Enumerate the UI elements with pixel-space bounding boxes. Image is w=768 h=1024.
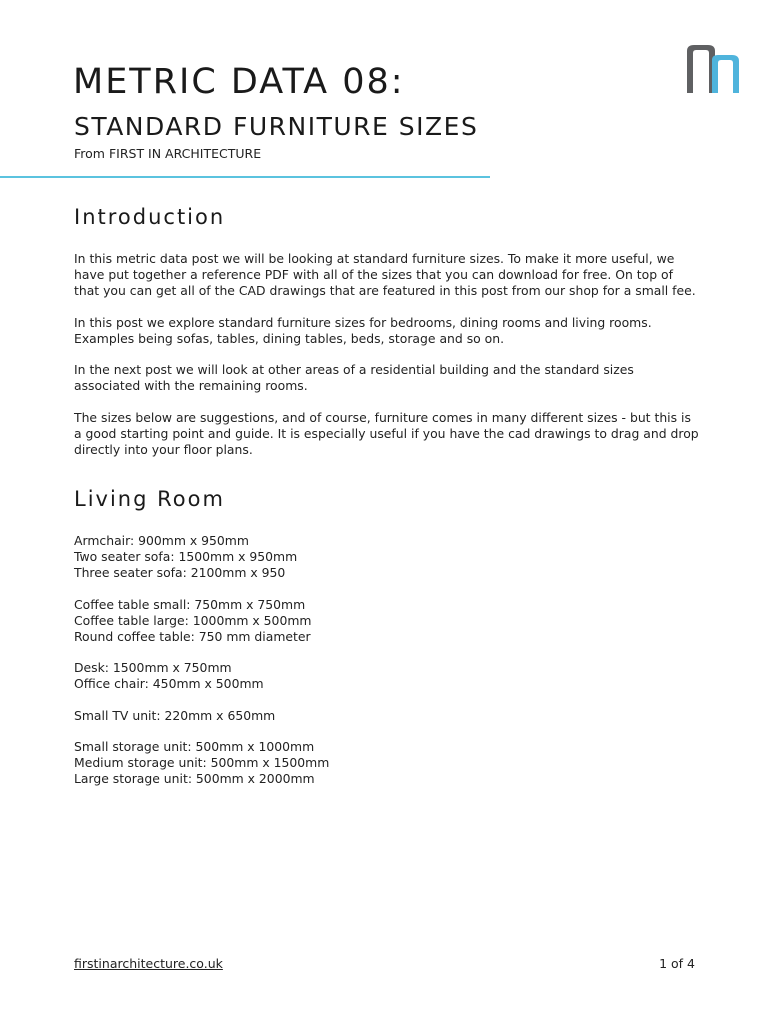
list-item: Small TV unit: 220mm x 650mm	[74, 707, 276, 723]
introduction-heading: Introduction	[74, 205, 226, 229]
seating-group	[74, 533, 574, 581]
first-in-architecture-logo-icon	[686, 44, 740, 94]
document-title: METRIC DATA 08:	[73, 62, 405, 102]
coffee-table-group	[74, 597, 574, 645]
list-item: Medium storage unit: 500mm x 1500mm	[74, 755, 330, 770]
list-item: Armchair: 900mm x 950mm	[74, 533, 249, 548]
intro-paragraph: The sizes below are suggestions, and of course, furniture comes in many different sizes - but this is a good starting point and guide. It is especially useful if you have the cad drawings to drag and drop directly into your floor plans.	[74, 409, 699, 457]
living-room-heading: Living Room	[74, 487, 225, 511]
list-item: Two seater sofa: 1500mm x 950mm	[74, 549, 298, 564]
source-line: From FIRST IN ARCHITECTURE	[74, 146, 262, 161]
list-item: Small storage unit: 500mm x 1000mm	[74, 739, 315, 754]
logo-blue-arch	[712, 55, 739, 93]
list-item: Round coffee table: 750 mm diameter	[74, 628, 311, 644]
tv-unit-group	[74, 708, 574, 724]
intro-paragraph: In this metric data post we will be looking at standard furniture sizes. To make it more useful, we have put together a reference PDF with all of the sizes that you can download for free. On top of that you can get all of the CAD drawings that are featured in this post from our shop for a small fee.	[74, 251, 696, 298]
list-item: Coffee table large: 1000mm x 500mm	[74, 612, 312, 628]
website-link[interactable]: firstinarchitecture.co.uk	[74, 956, 223, 971]
list-item: Three seater sofa: 2100mm x 950	[74, 565, 286, 580]
list-item: Large storage unit: 500mm x 2000mm	[74, 771, 315, 786]
list-item: Coffee table small: 750mm x 750mm	[74, 596, 306, 612]
storage-group	[74, 739, 574, 787]
page-number: 1 of 4	[659, 956, 695, 971]
logo-dark-arch	[687, 45, 715, 93]
intro-paragraph: In the next post we will look at other areas of a residential building and the standard sizes associated with the remaining rooms.	[74, 362, 634, 393]
list-item: Office chair: 450mm x 500mm	[74, 676, 264, 691]
desk-group	[74, 660, 574, 692]
intro-paragraph: In this post we explore standard furniture sizes for bedrooms, dining rooms and living rooms. Examples being sofas, tables, dining tables, beds, storage and so on.	[74, 314, 652, 346]
document-subtitle: STANDARD FURNITURE SIZES	[74, 112, 479, 141]
list-item: Desk: 1500mm x 750mm	[74, 660, 232, 675]
introduction-body	[74, 251, 700, 473]
living-room-sizes	[74, 533, 574, 803]
header-divider	[0, 176, 490, 178]
